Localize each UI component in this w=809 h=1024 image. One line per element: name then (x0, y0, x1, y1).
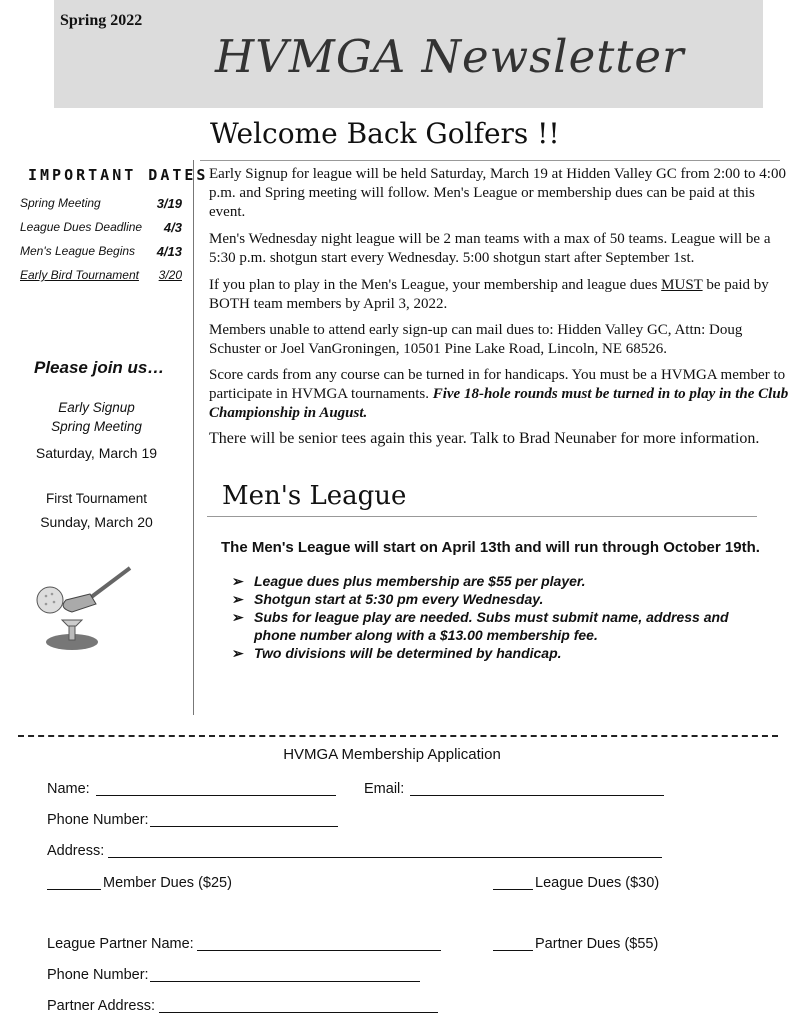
mens-league-heading: Men's League (222, 481, 407, 511)
cut-line (18, 735, 778, 737)
join-heading: Please join us… (34, 358, 165, 377)
name-label: Name: (47, 781, 90, 797)
paragraph-mail-dues: Members unable to attend early sign-up can mail dues to: Hidden Valley GC, Attn: Doug Schuster or Joel VanGroningen, 10501 Pine Lake Road, Lincoln, NE 68526. (209, 322, 743, 357)
phone-field[interactable] (150, 826, 338, 827)
partner-address-field[interactable] (159, 1012, 438, 1013)
date-label: League Dues Deadline (20, 220, 143, 234)
divider (200, 160, 780, 161)
phone-label: Phone Number: (47, 812, 149, 828)
paragraph-handicaps: Score cards from any course can be turned in for handicaps. You must be a HVMGA member to participate in HVMGA tournaments. Five 18-hole rounds must be turned in to play in the Club Championship in August. (209, 367, 789, 421)
mens-league-list (232, 572, 762, 662)
date-label: Early Bird Tournament (20, 268, 139, 282)
email-field[interactable] (410, 795, 664, 796)
date-row (20, 244, 182, 259)
newsletter-title: HVMGA Newsletter (215, 30, 685, 83)
divider (207, 516, 757, 517)
paragraph-dues: If you plan to play in the Men's League, your membership and league dues MUST be paid by BOTH team members by April 3, 2022. (209, 277, 769, 312)
important-dates-heading: IMPORTANT DATES (28, 166, 209, 184)
partner-name-label: League Partner Name: (47, 936, 194, 952)
league-dues-label: League Dues ($30) (535, 875, 660, 891)
tournament-name: First Tournament (45, 491, 148, 506)
mens-league-intro: The Men's League will start on April 13th and will run through October 19th. (221, 539, 760, 556)
paragraph-wednesday-league: Men's Wednesday night league will be 2 man teams with a max of 50 teams. League will be a 5:30 p.m. shotgun start every Wednesday. 5:00 shotgun start after September 1st. (209, 231, 771, 266)
paragraph-early-signup: Early Signup for league will be held Saturday, March 19 at Hidden Valley GC from 2:00 to 4:00 p.m. and Spring meeting will follow. Men's League or membership dues can be paid at this event. (209, 166, 786, 220)
welcome-heading: Welcome Back Golfers !! (210, 117, 560, 150)
partner-address-label: Partner Address: (47, 998, 155, 1014)
paragraph-senior-tees: There will be senior tees again this year. Talk to Brad Neunaber for more information. (209, 430, 760, 447)
list-item: ➢ Subs for league play are needed. Subs must submit name, address and phone number along with a $13.00 membership fee. (232, 608, 762, 644)
date-value: 4/13 (156, 244, 182, 259)
date-row (20, 196, 182, 211)
date-value: 3/19 (156, 196, 182, 211)
application-title: HVMGA Membership Application (283, 746, 501, 763)
league-dues-field[interactable] (493, 889, 533, 890)
golf-club-icon (32, 560, 142, 655)
date-label: Spring Meeting (20, 196, 101, 210)
list-item: ➢ League dues plus membership are $55 per player. (232, 572, 762, 590)
tournament-date: Sunday, March 20 (40, 514, 153, 530)
date-value: 4/3 (163, 220, 182, 235)
event-name: Early Signup (58, 400, 135, 415)
name-field[interactable] (96, 795, 336, 796)
email-label: Email: (364, 781, 405, 797)
date-value: 3/20 (158, 268, 182, 282)
season-label: Spring 2022 (60, 12, 143, 29)
date-row (20, 220, 182, 235)
date-label: Men's League Begins (20, 244, 136, 258)
list-item: ➢ Shotgun start at 5:30 pm every Wednesday. (232, 590, 762, 608)
partner-phone-label: Phone Number: (47, 967, 149, 983)
event-date: Saturday, March 19 (35, 445, 158, 461)
sidebar-divider (193, 160, 194, 715)
address-field[interactable] (108, 857, 662, 858)
list-item: ➢ Two divisions will be determined by handicap. (232, 644, 762, 662)
date-row (20, 268, 182, 282)
event-name: Spring Meeting (51, 419, 142, 434)
partner-dues-label: Partner Dues ($55) (535, 936, 659, 952)
partner-phone-field[interactable] (150, 981, 420, 982)
member-dues-label: Member Dues ($25) (103, 875, 232, 891)
partner-name-field[interactable] (197, 950, 441, 951)
member-dues-field[interactable] (47, 889, 101, 890)
address-label: Address: (47, 843, 105, 859)
partner-dues-field[interactable] (493, 950, 533, 951)
